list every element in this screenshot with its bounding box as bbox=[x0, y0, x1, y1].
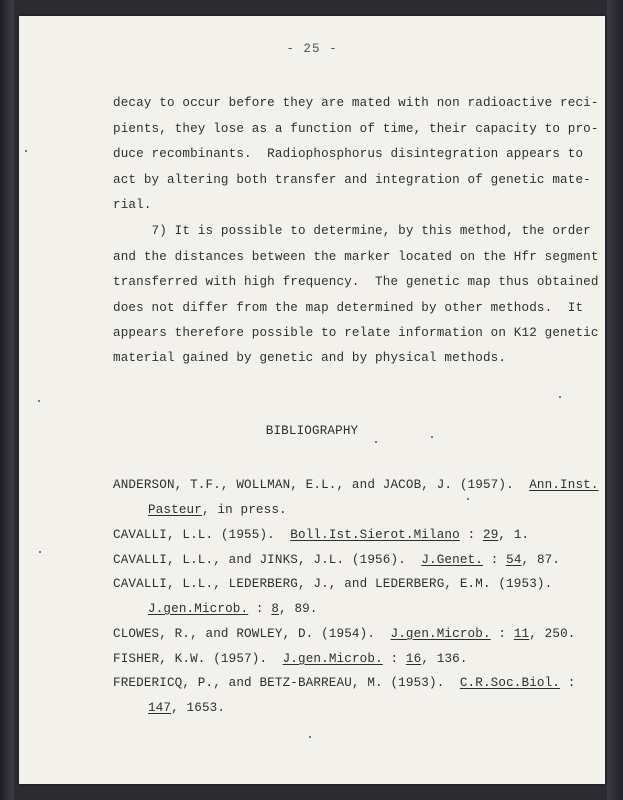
reference-authors: FREDERICQ, P., and BETZ-BARREAU, M. (1953). bbox=[113, 676, 445, 690]
reference-journal: J.gen.Microb. bbox=[148, 602, 249, 616]
reference-separator: : bbox=[490, 627, 514, 641]
reference-status: , in press. bbox=[201, 503, 287, 517]
reference-journal: J.Genet. bbox=[421, 553, 483, 567]
scan-speck bbox=[38, 400, 40, 402]
scan-speck bbox=[375, 441, 377, 443]
body-line: 7) It is possible to determine, by this method, the order bbox=[113, 224, 591, 238]
reference-pages: , 87. bbox=[521, 553, 561, 567]
reference-entry bbox=[113, 676, 575, 690]
body-line: does not differ from the map determined by other methods. It bbox=[113, 301, 584, 315]
bibliography-heading: BIBLIOGRAPHY bbox=[265, 424, 359, 438]
scan-right-edge bbox=[607, 0, 623, 800]
reference-authors: CAVALLI, L.L. (1955). bbox=[113, 528, 275, 542]
reference-pages: , 250. bbox=[529, 627, 576, 641]
reference-entry bbox=[113, 652, 468, 666]
reference-continuation bbox=[148, 602, 318, 616]
reference-pages: , 136. bbox=[421, 652, 468, 666]
reference-continuation bbox=[148, 701, 225, 715]
reference-entry bbox=[113, 627, 575, 641]
body-line: act by altering both transfer and integration of genetic mate- bbox=[113, 173, 591, 187]
reference-journal: J.gen.Microb. bbox=[390, 627, 491, 641]
reference-volume: 147 bbox=[148, 701, 172, 715]
reference-entry bbox=[113, 553, 560, 567]
reference-volume: 11 bbox=[513, 627, 530, 641]
body-line: appears therefore possible to relate information on K12 genetic bbox=[113, 326, 599, 340]
document-page bbox=[19, 16, 605, 784]
scan-speck bbox=[39, 551, 41, 553]
reference-pages: , 1. bbox=[498, 528, 530, 542]
reference-journal: Ann.Inst. bbox=[529, 478, 599, 492]
reference-authors: ANDERSON, T.F., WOLLMAN, E.L., and JACOB, J. (1957). bbox=[113, 478, 514, 492]
body-line: duce recombinants. Radiophosphorus disintegration appears to bbox=[113, 147, 584, 161]
reference-volume: 54 bbox=[506, 553, 522, 567]
reference-journal: Boll.Ist.Sierot.Milano bbox=[290, 528, 460, 542]
reference-separator: : bbox=[382, 652, 406, 666]
scan-speck bbox=[559, 396, 561, 398]
scan-speck bbox=[309, 736, 311, 738]
reference-authors: CLOWES, R., and ROWLEY, D. (1954). bbox=[113, 627, 376, 641]
reference-pages: , 1653. bbox=[171, 701, 226, 715]
body-line: decay to occur before they are mated with non radioactive reci- bbox=[113, 96, 599, 110]
body-line: pients, they lose as a function of time, their capacity to pro- bbox=[113, 122, 599, 136]
reference-separator: : bbox=[560, 676, 576, 690]
reference-journal: Pasteur bbox=[148, 503, 202, 517]
page-number: - 25 - bbox=[286, 42, 338, 56]
scan-speck bbox=[431, 436, 433, 438]
reference-separator: : bbox=[482, 553, 507, 567]
body-line: and the distances between the marker located on the Hfr segment bbox=[113, 250, 599, 264]
reference-entry bbox=[113, 577, 552, 591]
scan-speck bbox=[25, 150, 27, 152]
reference-volume: 8 bbox=[271, 602, 280, 616]
scan-speck bbox=[467, 498, 469, 500]
reference-continuation bbox=[148, 503, 287, 517]
reference-separator: : bbox=[248, 602, 272, 616]
body-line: material gained by genetic and by physical methods. bbox=[113, 351, 507, 365]
reference-journal: C.R.Soc.Biol. bbox=[459, 676, 561, 690]
reference-authors: CAVALLI, L.L., LEDERBERG, J., and LEDERBERG, E.M. (1953). bbox=[113, 577, 553, 591]
body-line: transferred with high frequency. The genetic map thus obtained bbox=[113, 275, 599, 289]
reference-pages: , 89. bbox=[279, 602, 318, 616]
reference-entry bbox=[113, 528, 529, 542]
reference-authors: CAVALLI, L.L., and JINKS, J.L. (1956). bbox=[113, 553, 406, 567]
scan-left-edge bbox=[0, 0, 14, 800]
reference-entry bbox=[113, 478, 599, 492]
reference-authors: FISHER, K.W. (1957). bbox=[113, 652, 268, 666]
reference-separator: : bbox=[459, 528, 483, 542]
reference-journal: J.gen.Microb. bbox=[282, 652, 383, 666]
reference-volume: 29 bbox=[482, 528, 499, 542]
reference-volume: 16 bbox=[405, 652, 422, 666]
body-line: rial. bbox=[113, 198, 152, 212]
